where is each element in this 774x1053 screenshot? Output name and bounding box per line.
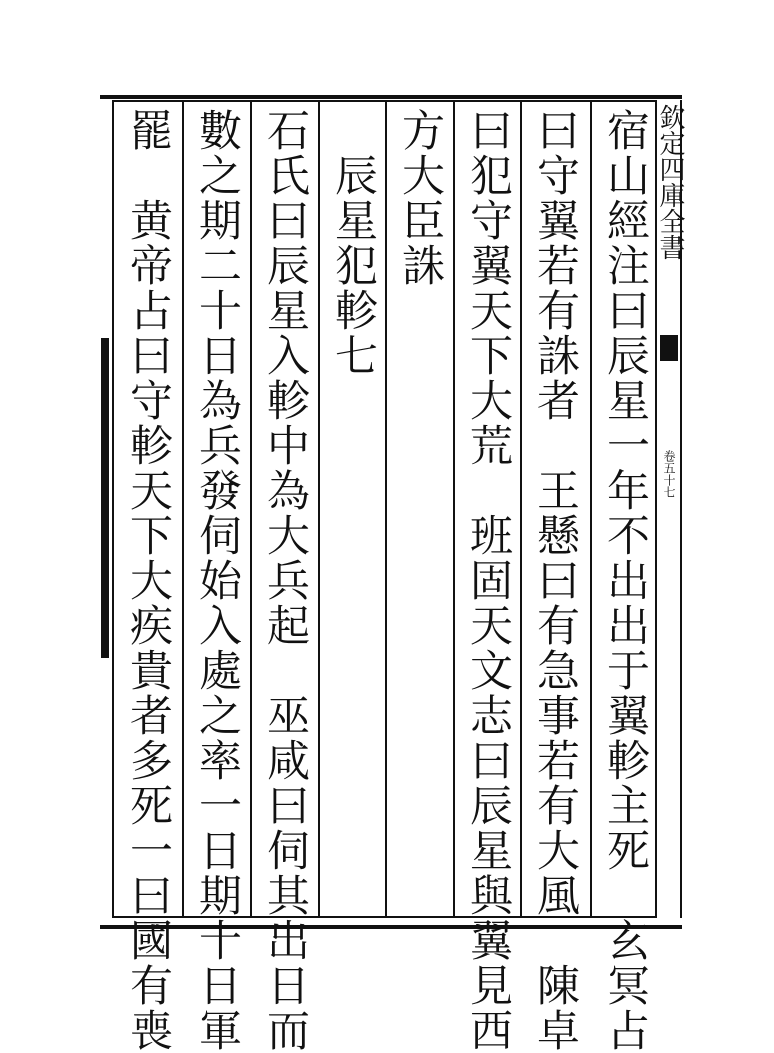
left-margin-bar bbox=[101, 338, 109, 658]
text-column-6: 石氏曰辰星入軫中為大兵起 巫咸曰伺其出日而 bbox=[260, 108, 310, 1053]
book-title: 欽定四庫全書 bbox=[655, 104, 685, 260]
top-border-rule bbox=[100, 95, 682, 99]
text-column-1: 宿山經注曰辰星一年不出出于翼軫主死 玄冥占 bbox=[600, 108, 650, 1053]
section-heading-column: 辰星犯軫七 bbox=[328, 108, 378, 378]
fish-tail-mark bbox=[660, 335, 678, 361]
text-column-2: 曰守翼若有誅者 王懸曰有急事若有大風 陳卓 bbox=[530, 108, 580, 1053]
text-column-7: 數之期二十日為兵發伺始入處之率一日期十日軍 bbox=[192, 108, 242, 1053]
juan-number: 卷五十七 bbox=[662, 450, 676, 498]
text-column-8: 罷 黄帝占曰守軫天下大疾貴者多死一曰國有喪 bbox=[123, 108, 173, 1053]
text-column-3: 曰犯守翼天下大荒 班固天文志曰辰星與翼見西 bbox=[463, 108, 513, 1053]
text-column-4: 方大臣誅 bbox=[395, 108, 445, 288]
